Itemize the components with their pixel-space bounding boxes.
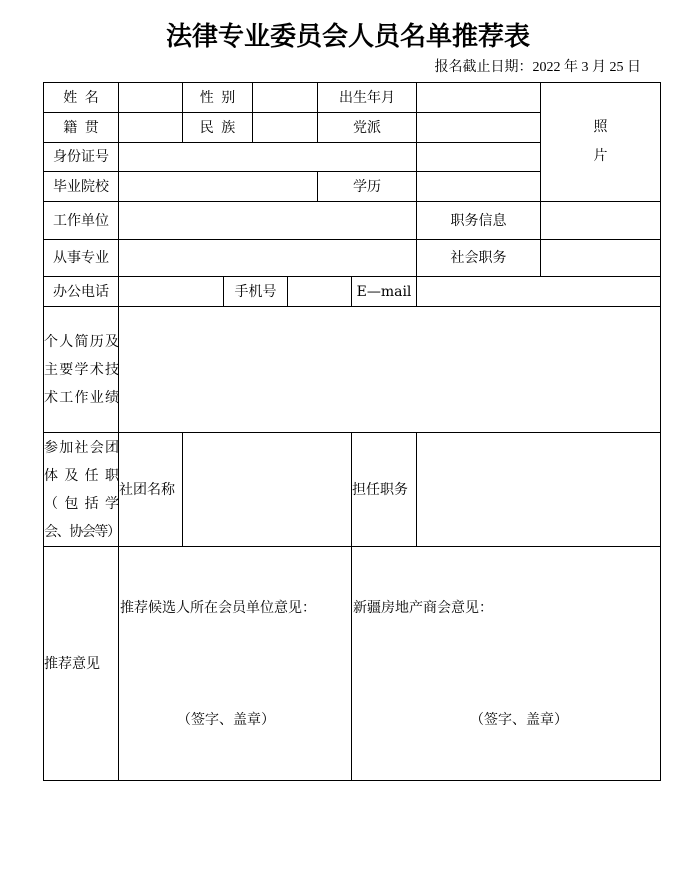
id-number-label: 身份证号 [44, 143, 119, 172]
association-label-line: 参加社会团 [44, 439, 118, 456]
recommendation-label: 推荐意见 [44, 547, 119, 781]
party-field[interactable] [417, 113, 541, 143]
mobile-field[interactable] [288, 277, 352, 307]
mobile-label: 手机号 [224, 277, 288, 307]
association-label-line: 会、协会等） [44, 523, 118, 540]
birth-date-field[interactable] [417, 83, 541, 113]
education-label: 学历 [318, 172, 417, 202]
profession-label: 从事专业 [44, 240, 119, 277]
social-position-field[interactable] [541, 240, 661, 277]
position-label: 职务信息 [417, 202, 541, 240]
member-unit-signature-note: （签字、盖章） [177, 711, 275, 728]
social-position-label: 社会职务 [417, 240, 541, 277]
association-label [44, 433, 119, 547]
resume-label [44, 307, 119, 433]
resume-label-line: 个人简历及 [44, 333, 118, 350]
resume-field[interactable] [119, 307, 661, 433]
email-field[interactable] [417, 277, 661, 307]
deadline-text: 报名截止日期：2022 年 3 月 25 日 [434, 60, 641, 75]
name-label: 姓 名 [44, 83, 119, 113]
chamber-opinion-label: 新疆房地产商会意见： [353, 599, 494, 616]
association-role-label: 担任职务 [352, 433, 417, 547]
id-number-field[interactable] [119, 143, 417, 172]
association-role-field[interactable] [417, 433, 661, 547]
party-label: 党派 [318, 113, 417, 143]
association-label-line: 体 及 任 职 [44, 467, 118, 484]
ethnicity-label: 民 族 [183, 113, 253, 143]
employer-label: 工作单位 [44, 202, 119, 240]
photo-label-line: 片 [593, 148, 608, 164]
email-label: E—mail [352, 277, 417, 307]
resume-label-line: 术工作业绩 [44, 389, 118, 406]
page-title: 法律专业委员会人员名单推荐表 [165, 22, 530, 52]
member-unit-opinion-cell[interactable] [119, 547, 352, 781]
birth-date-label: 出生年月 [318, 83, 417, 113]
association-name-label: 社团名称 [119, 433, 183, 547]
association-name-field[interactable] [183, 433, 352, 547]
name-field[interactable] [119, 83, 183, 113]
profession-field[interactable] [119, 240, 417, 277]
school-label: 毕业院校 [44, 172, 119, 202]
photo-label-line: 照 [593, 119, 608, 135]
native-place-field[interactable] [119, 113, 183, 143]
form-table [43, 82, 661, 781]
gender-field[interactable] [253, 83, 318, 113]
association-label-line: （ 包 括 学 [44, 495, 118, 512]
office-phone-label: 办公电话 [44, 277, 119, 307]
position-field[interactable] [541, 202, 661, 240]
school-field[interactable] [119, 172, 318, 202]
chamber-opinion-cell[interactable] [352, 547, 661, 781]
office-phone-field[interactable] [119, 277, 224, 307]
id-number-extra-field[interactable] [417, 143, 541, 172]
chamber-signature-note: （签字、盖章） [470, 711, 569, 728]
native-place-label: 籍 贯 [44, 113, 119, 143]
member-unit-opinion-label: 推荐候选人所在会员单位意见： [120, 599, 316, 616]
photo-box [541, 83, 661, 202]
gender-label: 性 别 [183, 83, 253, 113]
employer-field[interactable] [119, 202, 417, 240]
resume-label-line: 主要学术技 [44, 361, 118, 378]
education-field[interactable] [417, 172, 541, 202]
ethnicity-field[interactable] [253, 113, 318, 143]
